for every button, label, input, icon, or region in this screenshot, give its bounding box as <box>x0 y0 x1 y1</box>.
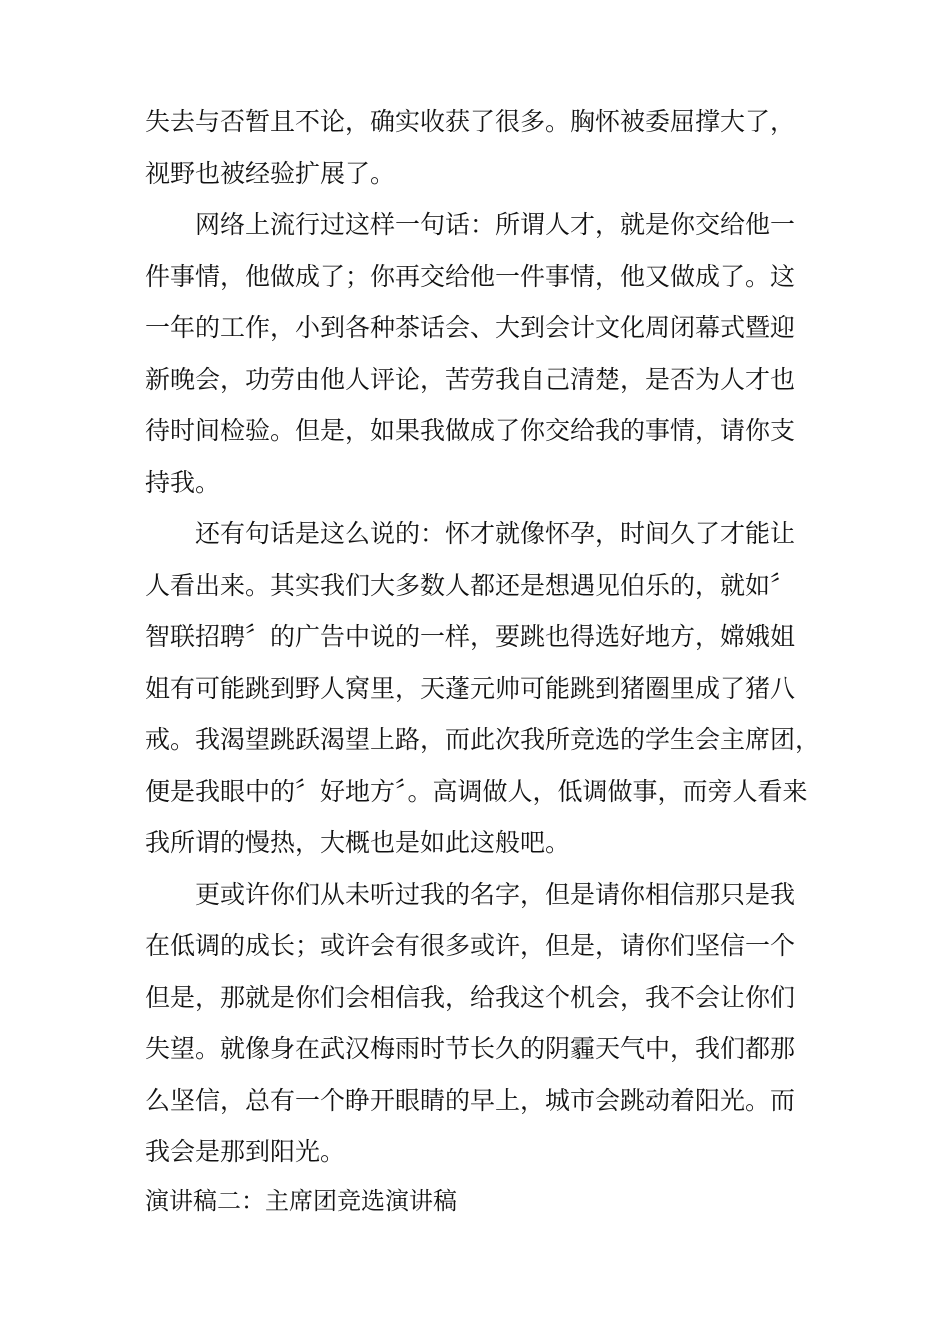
text-line: 我所谓的慢热，大概也是如此这般吧。 <box>145 828 571 857</box>
text-line: 持我。 <box>145 467 221 497</box>
text-line: 失去与否暂且不论，确实收获了很多。胸怀被委屈撑大了， <box>145 107 796 136</box>
text-line: 我会是那到阳光。 <box>145 1137 346 1166</box>
text-line: 网络上流行过这样一句话：所谓人才，就是你交给他一 <box>195 210 796 239</box>
section-heading: 演讲稿二：主席团竞选演讲稿 <box>145 1186 457 1215</box>
text-line: 便是我眼中的〞好地方〞。高调做人，低调做事，而旁人看来 <box>145 776 808 806</box>
text-line: 件事情，他做成了；你再交给他一件事情，他又做成了。这 <box>145 261 796 291</box>
document-page <box>145 96 821 1224</box>
text-line: 视野也被经验扩展了。 <box>145 158 396 188</box>
paragraph-4 <box>145 869 807 1178</box>
text-line: 新晚会，功劳由他人评论，苦劳我自己清楚，是否为人才也 <box>145 364 796 394</box>
text-line: 但是，那就是你们会相信我，给我这个机会，我不会让你们 <box>145 982 796 1012</box>
text-line: 还有句话是这么说的：怀才就像怀孕，时间久了才能让 <box>195 519 796 548</box>
text-line: 待时间检验。但是，如果我做成了你交给我的事情，请你支 <box>145 416 796 445</box>
text-line: 人看出来。其实我们大多数人都还是想遇见伯乐的，就如〞 <box>145 570 796 600</box>
text-line: 一年的工作，小到各种茶话会、大到会计文化周闭幕式暨迎 <box>145 313 796 342</box>
text-line: 戒。我渴望跳跃渴望上路，而此次我所竞选的学生会主席团， <box>145 725 821 754</box>
text-line: 么坚信，总有一个睁开眼睛的早上，城市会跳动着阳光。而 <box>145 1085 796 1115</box>
text-line: 更或许你们从未听过我的名字，但是请你相信那只是我 <box>195 879 796 909</box>
paragraph-1 <box>145 96 807 199</box>
paragraph-2 <box>145 199 807 508</box>
text-line: 在低调的成长；或许会有很多或许，但是，请你们坚信一个 <box>145 931 796 960</box>
text-line: 智联招聘〞的广告中说的一样，要跳也得选好地方，嫦娥姐 <box>145 622 796 651</box>
text-line: 失望。就像身在武汉梅雨时节长久的阴霾天气中，我们都那 <box>145 1034 796 1063</box>
text-line: 姐有可能跳到野人窝里，天蓬元帅可能跳到猪圈里成了猪八 <box>145 673 796 703</box>
paragraph-3 <box>145 508 821 869</box>
